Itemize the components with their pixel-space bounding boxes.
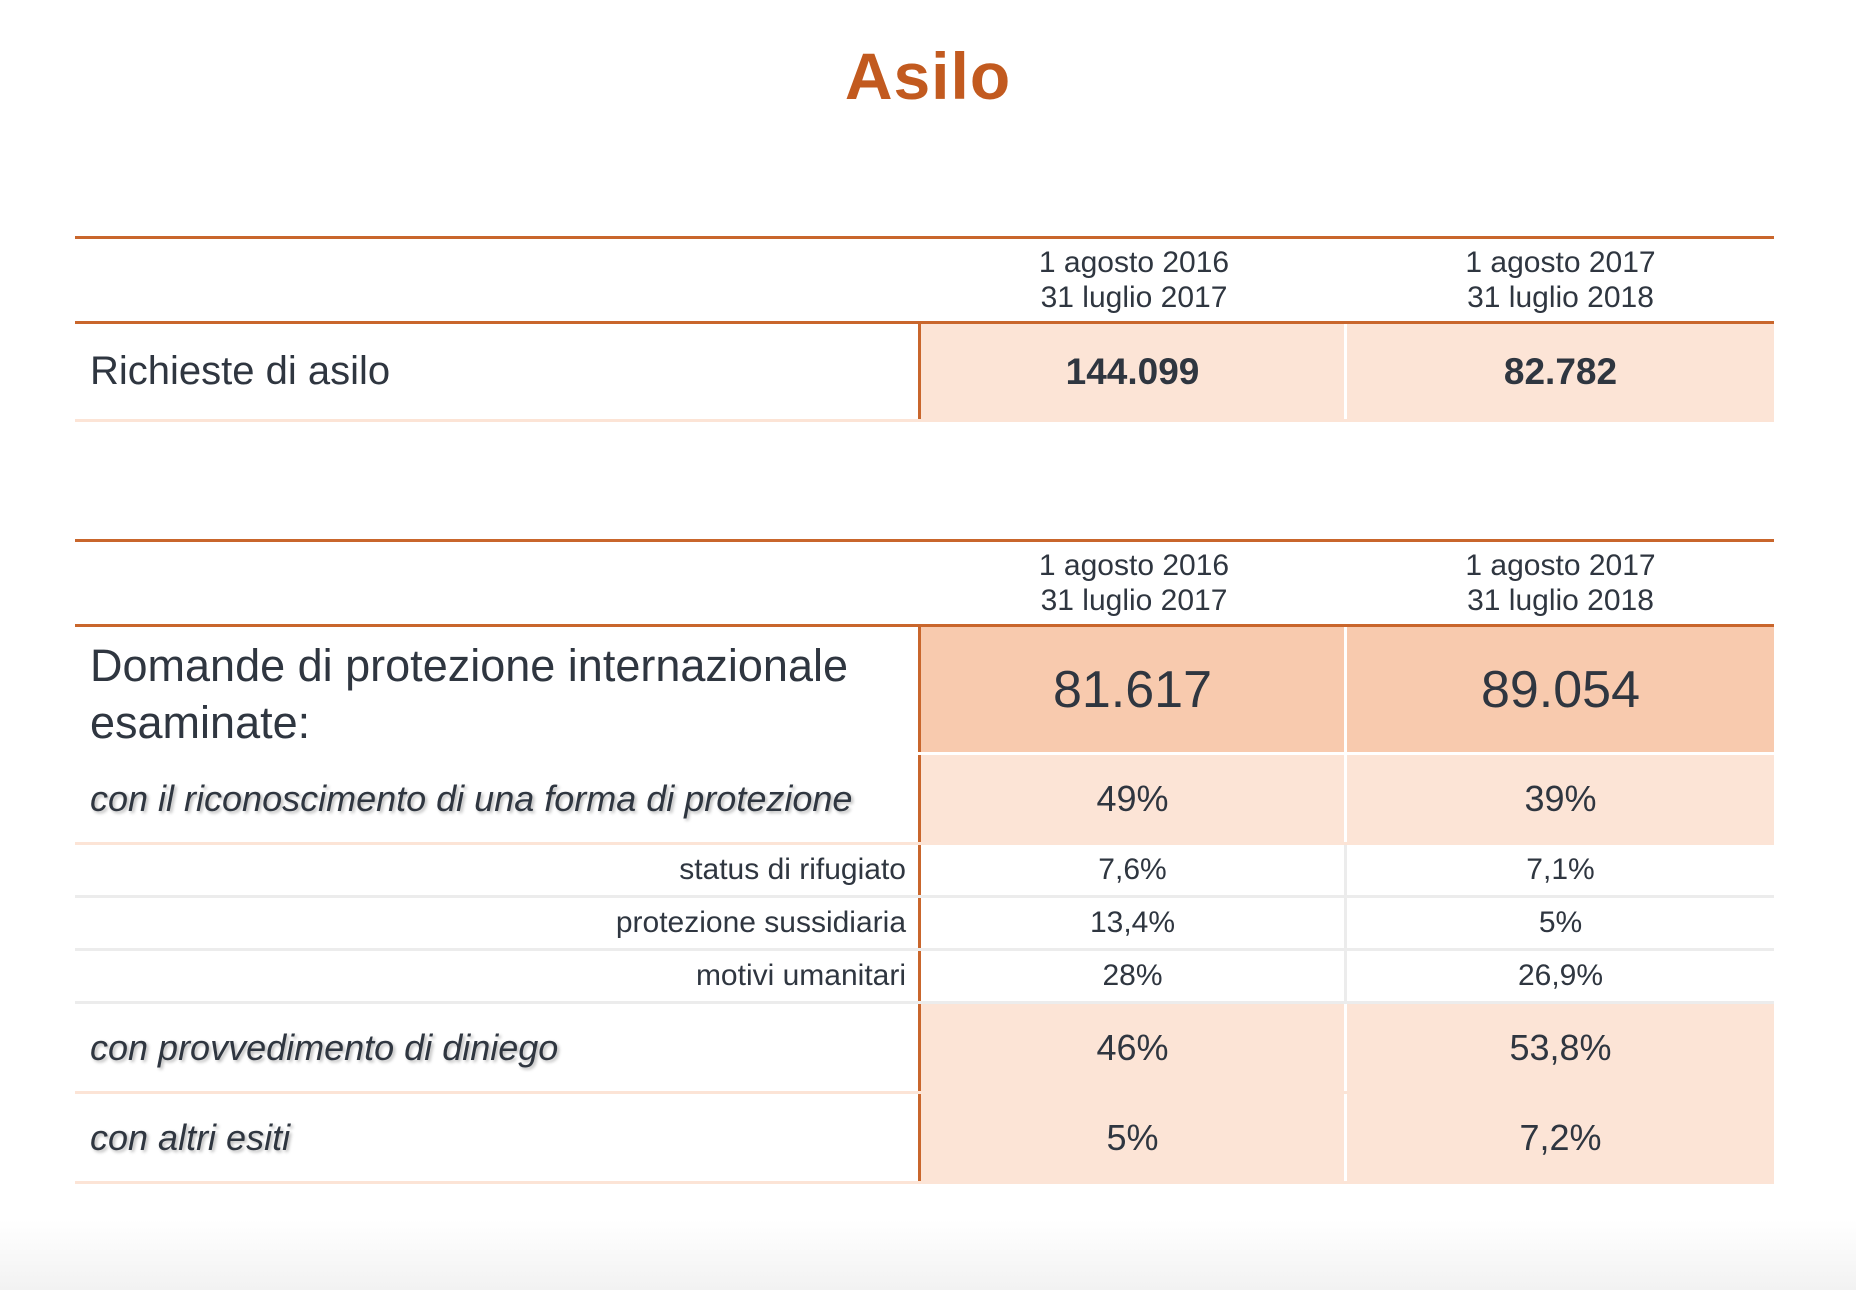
header-empty-cell [75, 542, 921, 624]
asylum-requests-table [75, 236, 1774, 422]
row-label: protezione sussidiaria [75, 898, 921, 948]
table-row-protection [75, 755, 1774, 845]
value-2017-2018: 82.782 [1347, 324, 1774, 419]
row-label: con provvedimento di diniego [75, 1004, 921, 1091]
table-row [75, 324, 1774, 422]
value-2017-2018: 39% [1347, 755, 1774, 842]
row-label: status di rifugiato [75, 845, 921, 895]
value-2016-2017: 7,6% [921, 845, 1347, 895]
period-start: 1 agosto 2016 [1038, 549, 1230, 582]
header-period-2017-2018 [1347, 542, 1774, 624]
table-row-humanitarian [75, 951, 1774, 1004]
value-2017-2018: 7,1% [1526, 853, 1595, 886]
value-2017-2018: 7,2% [1347, 1094, 1774, 1181]
header-period-2016-2017 [921, 542, 1347, 624]
value-2017-2018: 5% [1538, 906, 1583, 939]
label-line: esaminate: [90, 696, 311, 748]
period-end: 31 luglio 2018 [1467, 281, 1654, 314]
period-start: 1 agosto 2017 [1465, 246, 1656, 279]
value-2017-2018: 53,8% [1347, 1004, 1774, 1091]
value-2016-2017: 5% [921, 1094, 1347, 1181]
row-label: con altri esiti [75, 1094, 921, 1181]
value-2016-2017: 144.099 [921, 324, 1347, 419]
table-row-examined [75, 627, 1774, 755]
table-header [75, 542, 1774, 627]
period-end: 31 luglio 2017 [1040, 584, 1228, 617]
period-end: 31 luglio 2017 [1040, 281, 1228, 314]
value-2016-2017: 28% [921, 951, 1347, 1001]
period-start: 1 agosto 2016 [1038, 246, 1230, 279]
table-row-other-outcomes [75, 1094, 1774, 1184]
header-empty-cell [75, 239, 921, 321]
row-label: motivi umanitari [75, 951, 921, 1001]
value-2017-2018: 89.054 [1347, 627, 1774, 752]
table-header [75, 239, 1774, 324]
header-period-2016-2017 [921, 239, 1347, 321]
period-start: 1 agosto 2017 [1465, 549, 1656, 582]
table-row-denial [75, 1004, 1774, 1094]
value-2016-2017: 46% [921, 1004, 1347, 1091]
period-end: 31 luglio 2018 [1467, 584, 1654, 617]
page-title: Asilo [844, 39, 1012, 113]
header-period-2017-2018 [1347, 239, 1774, 321]
footer-shade [0, 1220, 1856, 1290]
row-label: con il riconoscimento di una forma di protezione [75, 755, 921, 842]
table-row-refugee-status [75, 845, 1774, 898]
protection-decisions-table [75, 539, 1774, 1184]
table-row-subsidiary-protection [75, 898, 1774, 951]
label-line: Domande di protezione internazionale [90, 639, 848, 691]
value-2016-2017: 49% [921, 755, 1347, 842]
value-2017-2018: 26,9% [1517, 959, 1604, 992]
value-2016-2017: 81.617 [921, 627, 1347, 752]
row-label [75, 627, 921, 752]
value-2016-2017: 13,4% [921, 898, 1347, 948]
row-label: Richieste di asilo [75, 324, 921, 419]
